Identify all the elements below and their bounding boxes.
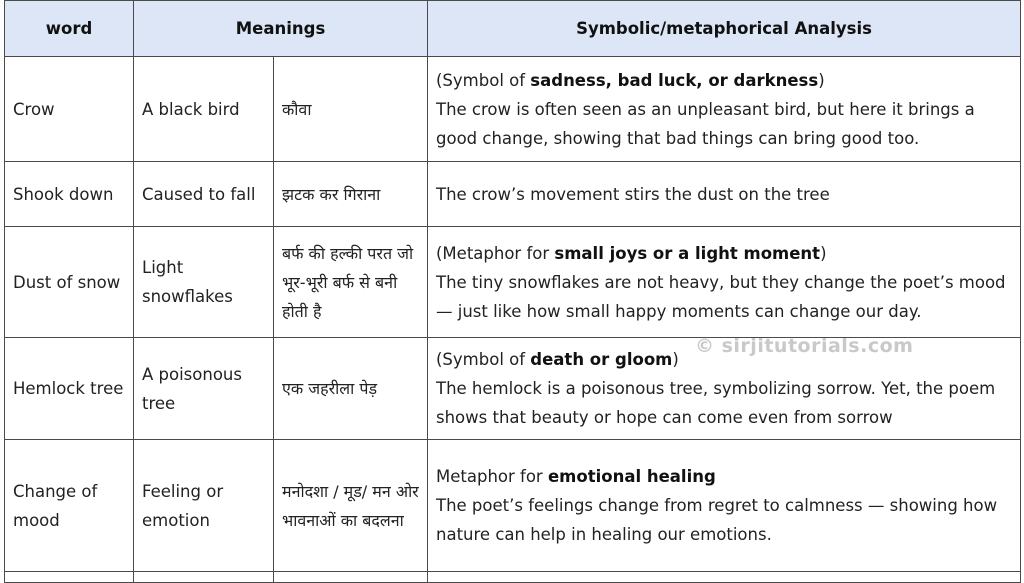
header-word: word	[5, 1, 134, 57]
analysis-bold: death or gloom	[530, 350, 673, 369]
table-row	[5, 227, 1021, 338]
analysis-bold: sadness, bad luck, or darkness	[530, 70, 819, 90]
empty-cell	[428, 572, 1021, 583]
analysis-cell	[428, 440, 1021, 572]
analysis-text: The poet’s feelings change from regret to calmness — showing how nature can help in healing our emotions.	[436, 496, 998, 544]
table-row	[5, 162, 1021, 227]
meaning-hi-cell: मनोदशा / मूड/ मन ओर भावनाओं का बदलना	[274, 440, 428, 572]
table-row-empty	[5, 572, 1021, 583]
analysis-label	[436, 66, 1012, 95]
table-row	[5, 440, 1021, 572]
analysis-bold: emotional healing	[547, 467, 716, 486]
analysis-prefix: (Symbol of	[436, 70, 531, 90]
empty-cell	[5, 572, 134, 583]
header-row	[5, 1, 1021, 57]
analysis-cell	[428, 57, 1021, 162]
analysis-prefix: (Metaphor for	[436, 243, 555, 263]
analysis-text: The crow’s movement stirs the dust on the tree	[436, 184, 830, 204]
meaning-en-cell: A black bird	[134, 57, 274, 162]
empty-cell	[134, 572, 274, 583]
word-cell: Hemlock tree	[5, 338, 134, 440]
meaning-en-cell: Light snowflakes	[134, 227, 274, 338]
analysis-text: The hemlock is a poisonous tree, symbolizing sorrow. Yet, the poem shows that beauty or hope can come even from sorrow	[436, 379, 996, 427]
meaning-hi-cell: झटक कर गिराना	[274, 162, 428, 227]
meaning-hi-cell: एक जहरीला पेड़	[274, 338, 428, 440]
analysis-prefix: Metaphor for	[436, 467, 548, 486]
analysis-suffix: )	[672, 350, 679, 369]
analysis-text: The crow is often seen as an unpleasant bird, but here it brings a good change, showing that bad things can bring good too.	[436, 99, 975, 148]
analysis-cell	[428, 162, 1021, 227]
analysis-bold: small joys or a light moment	[554, 243, 821, 263]
word-cell: Shook down	[5, 162, 134, 227]
analysis-text: The tiny snowflakes are not heavy, but they change the poet’s mood — just like how small happy moments can change our day.	[436, 272, 1006, 321]
analysis-cell	[428, 227, 1021, 338]
meaning-hi-cell: कौवा	[274, 57, 428, 162]
analysis-label	[436, 462, 1012, 491]
word-cell: Crow	[5, 57, 134, 162]
analysis-suffix: )	[820, 243, 827, 263]
analysis-suffix: )	[818, 70, 825, 90]
analysis-label	[436, 239, 1012, 268]
analysis-prefix: (Symbol of	[436, 350, 531, 369]
empty-cell	[274, 572, 428, 583]
word-cell: Change of mood	[5, 440, 134, 572]
header-meanings: Meanings	[134, 1, 428, 57]
watermark: © sirjitutorials.com	[695, 335, 914, 357]
meaning-en-cell: Caused to fall	[134, 162, 274, 227]
meaning-en-cell: A poisonous tree	[134, 338, 274, 440]
meaning-hi-cell: बर्फ की हल्की परत जो भूर-भूरी बर्फ से बनी होती है	[274, 227, 428, 338]
table-row	[5, 57, 1021, 162]
word-cell: Dust of snow	[5, 227, 134, 338]
meaning-en-cell: Feeling or emotion	[134, 440, 274, 572]
vocabulary-table	[4, 0, 1021, 583]
header-analysis: Symbolic/metaphorical Analysis	[428, 1, 1021, 57]
